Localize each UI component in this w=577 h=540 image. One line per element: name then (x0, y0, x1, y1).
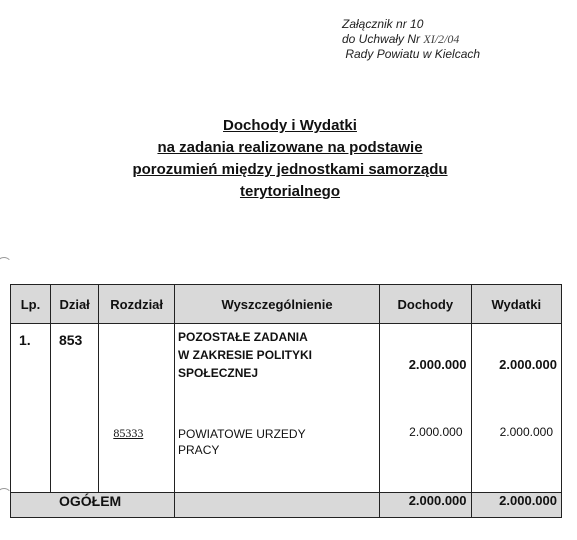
document-title (60, 115, 520, 203)
header-dzial: Dział (50, 285, 98, 324)
spec-subitem (178, 426, 306, 458)
total-label: OGÓŁEM (11, 493, 175, 518)
spec-subitem-line-2: PRACY (178, 443, 220, 457)
total-row (11, 493, 562, 518)
cell-dochody (380, 324, 471, 493)
title-line-3: porozumień między jednostkami samorządu (132, 161, 448, 178)
table-row (11, 324, 562, 493)
dochody-subitem: 2.000.000 (409, 425, 463, 439)
cell-rozdzial (99, 324, 175, 493)
cell-lp: 1. (11, 324, 51, 493)
header-wydatki: Wydatki (471, 285, 561, 324)
cell-wydatki (471, 324, 561, 493)
total-wydatki: 2.000.000 (471, 493, 561, 518)
title-line-4: terytorialnego (239, 183, 341, 200)
budget-table (10, 284, 562, 518)
total-spec-empty (175, 493, 380, 518)
header-rozdzial: Rozdział (99, 285, 175, 324)
title-line-1: Dochody i Wydatki (223, 117, 357, 134)
wydatki-subitem: 2.000.000 (499, 425, 553, 439)
table-header-row (11, 285, 562, 324)
cell-spec (175, 324, 380, 493)
cell-dzial: 853 (50, 324, 98, 493)
dochody-section-total: 2.000.000 (408, 357, 467, 372)
header-lp: Lp. (11, 285, 51, 324)
header-spec: Wyszczególnienie (175, 285, 380, 324)
attachment-line-3: Rady Powiatu w Kielcach (345, 47, 481, 61)
title-line-2: na zadania realizowane na podstawie (157, 139, 423, 156)
total-dochody: 2.000.000 (380, 493, 471, 518)
spec-heading-line-2: W ZAKRESIE POLITYKI (178, 348, 313, 362)
attachment-line-1: Załącznik nr 10 (342, 17, 424, 31)
rozdzial-code: 85333 (113, 426, 144, 440)
attachment-note (342, 17, 480, 62)
header-dochody: Dochody (380, 285, 471, 324)
spec-heading-line-3: SPOŁECZNEJ (178, 366, 259, 380)
attachment-line-2: do Uchwały Nr (342, 32, 421, 46)
resolution-number: XI/2/04 (423, 32, 460, 46)
spec-subitem-line-1: POWIATOWE URZEDY (178, 427, 306, 441)
spec-heading (178, 328, 312, 382)
spec-heading-line-1: POZOSTAŁE ZADANIA (178, 330, 308, 344)
punch-hole-mark (0, 257, 12, 273)
wydatki-section-total: 2.000.000 (499, 357, 557, 372)
